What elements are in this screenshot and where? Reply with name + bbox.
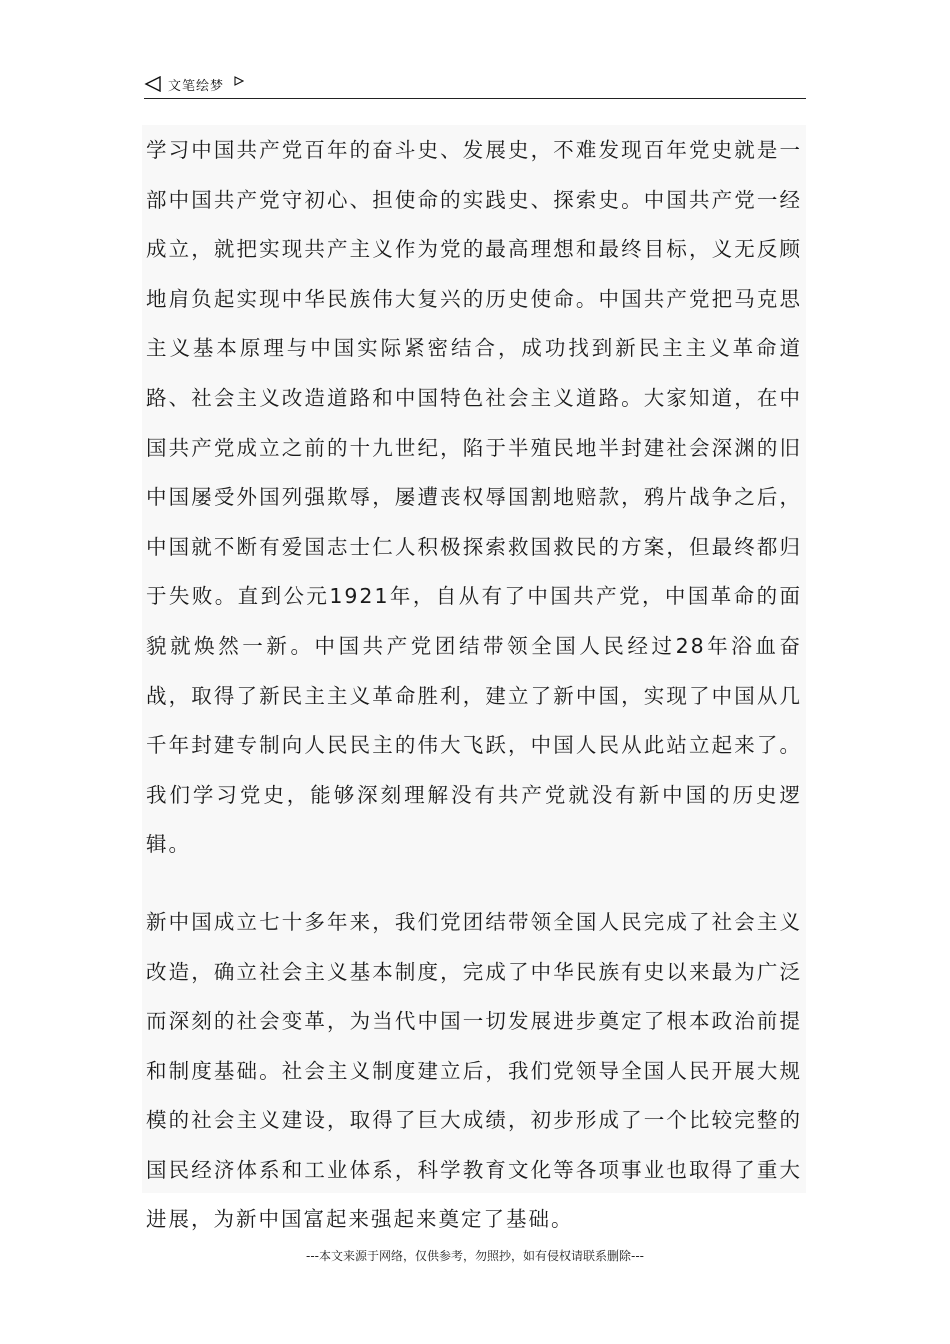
paragraph-2: 新中国成立七十多年来，我们党团结带领全国人民完成了社会主义改造，确立社会主义基本制度，完成了中华民族有史以来最为广泛而深刻的社会变革，为当代中国一切发展进步奠定了根本政治前提和制度基础。社会主义制度建立后，我们党领导全国人民开展大规模的社会主义建设，取得了巨大成绩，初步形成了一个比较完整的国民经济体系和工业体系，科学教育文化等各项事业也取得了重大进展，为新中国富起来强起来奠定了基础。 xyxy=(146,909,802,1232)
page-header xyxy=(144,72,806,99)
paragraph-1: 学习中国共产党百年的奋斗史、发展史，不难发现百年党史就是一部中国共产党守初心、担使命的实践史、探索史。中国共产党一经成立，就把实现共产主义作为党的最高理想和最终目标，义无反顾地肩负起实现中华民族伟大复兴的历史使命。中国共产党把马克思主义基本原理与中国实际紧密结合，成功找到新民主主义革命道路、社会主义改造道路和中国特色社会主义道路。大家知道，在中国共产党成立之前的十九世纪，陷于半殖民地半封建社会深渊的旧中国屡受外国列强欺辱，屡遭丧权辱国割地赔款，鸦片战争之后，中国就不断有爱国志士仁人积极探索救国救民的方案，但最终都归于失败。直到公元1921年，自从有了中国共产党，中国革命的面貌就焕然一新。中国共产党团结带领全国人民经过28年浴血奋战，取得了新民主主义革命胜利，建立了新中国，实现了中国从几千年封建专制向人民民主的伟大飞跃，中国人民从此站立起来了。我们学习党史，能够深刻理解没有共产党就没有新中国的历史逻辑。 xyxy=(146,138,802,857)
header-brand: 文笔绘梦 xyxy=(168,79,225,94)
triangle-left-icon xyxy=(144,76,162,92)
footer-notice: ---本文来源于网络，仅供参考，勿照抄，如有侵权请联系删除--- xyxy=(306,1249,644,1263)
document-body xyxy=(142,125,806,1232)
triangle-right-icon xyxy=(234,76,244,86)
